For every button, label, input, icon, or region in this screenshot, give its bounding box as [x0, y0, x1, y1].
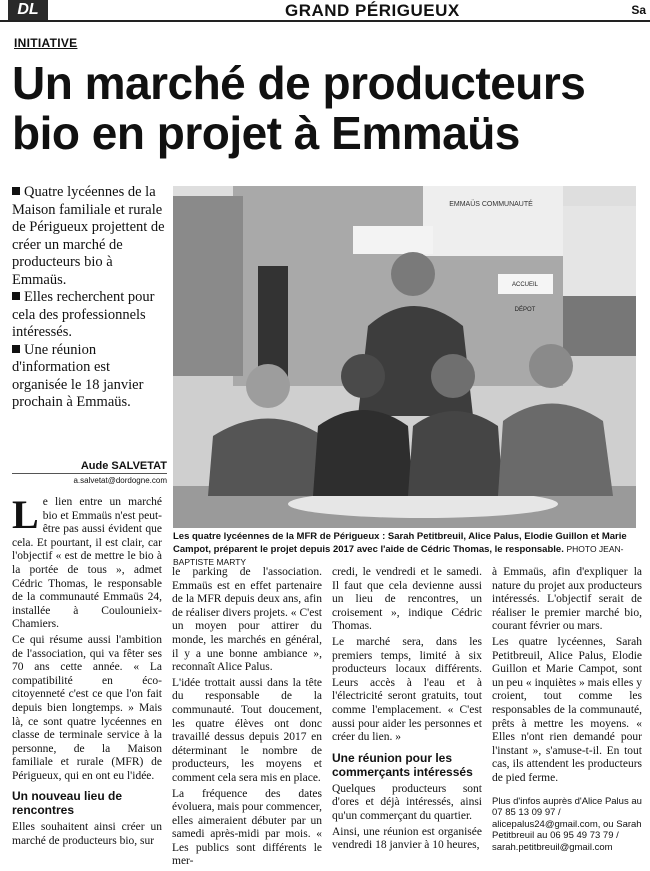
subheading: Un nouveau lieu de rencontres [12, 789, 123, 818]
article-column-4 [492, 566, 642, 853]
building-sign-text: EMMAÜS COMMUNAUTÉ [449, 201, 533, 208]
paragraph: L'idée trottait aussi dans la tête du responsable de la communauté. Tout doucement, les quatre élèves ont donc travaillé dessus depuis 2017 en déterminant le nombre de producteurs, les moyens et comment cela sera mis en place. [172, 676, 322, 784]
paragraph: Elles souhaitent ainsi créer un marché de producteurs bio, sur [12, 821, 162, 848]
square-bullet-icon [12, 292, 20, 300]
square-bullet-icon [12, 345, 20, 353]
caption-text: Les quatre lycéennes de la MFR de Périgueux : Sarah Petitbreuil, Alice Palus, Elodie Guillon et Marie Campot, préparent le projet depuis 2017 avec l'aide de Cédric Thomas, le responsable. [173, 531, 627, 555]
group-photo-illustration [173, 186, 636, 528]
drop-cap: L [12, 492, 39, 537]
article-column-1 [12, 492, 162, 851]
article-headline [12, 58, 642, 158]
paragraph: Ainsi, une réunion est organisée vendredi 18 janvier à 10 heures, [332, 825, 482, 852]
square-bullet-icon [12, 187, 20, 195]
contact-info: Plus d'infos auprès d'Alice Palus au 07 85 13 09 97 / alicepalus24@gmail.com, ou Sarah Petitbreuil au 06 95 49 73 79 / sarah.petitbreuil@gmail.com [492, 795, 642, 853]
paragraph: credi, le vendredi et le samedi. Il faut que cela devienne aussi un lieu de rencontres, un croisement », indique Cédric Thomas. [332, 566, 482, 633]
paragraph: Quelques producteurs sont d'ores et déjà intéressés, ainsi qu'un commerçant du quartier. [332, 782, 482, 822]
photo-credit: PHOTO JEAN-BAPTISTE MARTY [173, 544, 624, 567]
article-photo [173, 186, 636, 528]
byline [12, 460, 167, 485]
author-name: Aude SALVETAT [12, 460, 167, 474]
paragraph: Le lien entre un marché bio et Emmaüs n'est peut-être pas aussi évident que cela. Et pourtant, il est clair, car l'objectif « est de mettre le bio à la portée de tous », admet Cédric Thomas, le responsable de la communauté Emmaüs 24, installée à Coulounieix-Chamiers. [12, 492, 162, 631]
paragraph: Le marché sera, dans les premiers temps, limité à six producteurs locaux différents. Leurs accès à l'eau et à l'électricité seront gratuits, tout comme l'emplacement. « C'est aussi pour aider les personnes et créer du lien. » [332, 635, 482, 744]
photo-caption [173, 531, 643, 569]
article-summary [12, 184, 167, 412]
article-column-2 [172, 566, 322, 871]
article-column-3 [332, 566, 482, 855]
summary-item: Une réunion d'information est organisée le 18 janvier prochain à Emmaüs. [12, 341, 144, 410]
depot-sign-text: DÉPOT [514, 307, 536, 313]
paragraph: à Emmaüs, afin d'expliquer la nature du projet aux producteurs intéressés. L'objectif serait de réaliser le premier marché bio, courant février ou mars. [492, 566, 642, 633]
paragraph: Ce qui résume aussi l'ambition de l'association, qui va fêter ses 70 ans cette année. « La compatibilité en éco-citoyenneté c'est ce que l'on fait depuis bien longtemps. » Mais là, ce sont quatre lycéennes en classe de terminale service à la personne, de la Maison familiale et rurale (MFR) de Périgueux, qui en ont eu l'idée. [12, 633, 162, 782]
section-title: GRAND PÉRIGUEUX [285, 1, 460, 20]
summary-item: Quatre lycéennes de la Maison familiale et rurale de Périgueux projettent de créer un marché de producteurs bio à Emmaüs. [12, 184, 165, 288]
subheading: Une réunion pour les commerçants intéressés [332, 750, 473, 779]
headline-line-2: bio en projet à Emmaüs [12, 107, 520, 159]
newspaper-logo: DL [8, 0, 48, 20]
author-email: a.salvetat@dordogne.com [73, 476, 167, 485]
paragraph: La fréquence des dates évoluera, mais pour commencer, elles aimeraient débuter par un samedi après-midi par mois. « Les publics sont différents le mer- [172, 787, 322, 868]
article-kicker: INITIATIVE [14, 36, 78, 50]
page-header [0, 0, 650, 22]
summary-item: Elles recherchent pour cela des professionnels intéressés. [12, 289, 155, 340]
accueil-sign-text: ACCUEIL [511, 282, 539, 288]
paragraph: le parking de l'association. Emmaüs est en effet partenaire de la MFR depuis deux ans, afin de réaliser divers projets. « C'est un moyen pour attirer du monde, les marchés en général, il y a une bonne ambiance », reconnaît Alice Palus. [172, 566, 322, 674]
paragraph: Les quatre lycéennes, Sarah Petitbreuil, Alice Palus, Elodie Guillon et Marie Campot, sont un peu « inquiètes » mais elles y croient, tout comme les responsables de la communauté, prêts à mettre les moyens. « Elles n'ont rien demandé pour l'instant », s'amuse-t-il. En tout cas, ils attendent les producteurs de pied ferme. [492, 635, 642, 784]
page-corner-text: Sa [631, 3, 646, 17]
headline-line-1: Un marché de producteurs [12, 57, 586, 109]
